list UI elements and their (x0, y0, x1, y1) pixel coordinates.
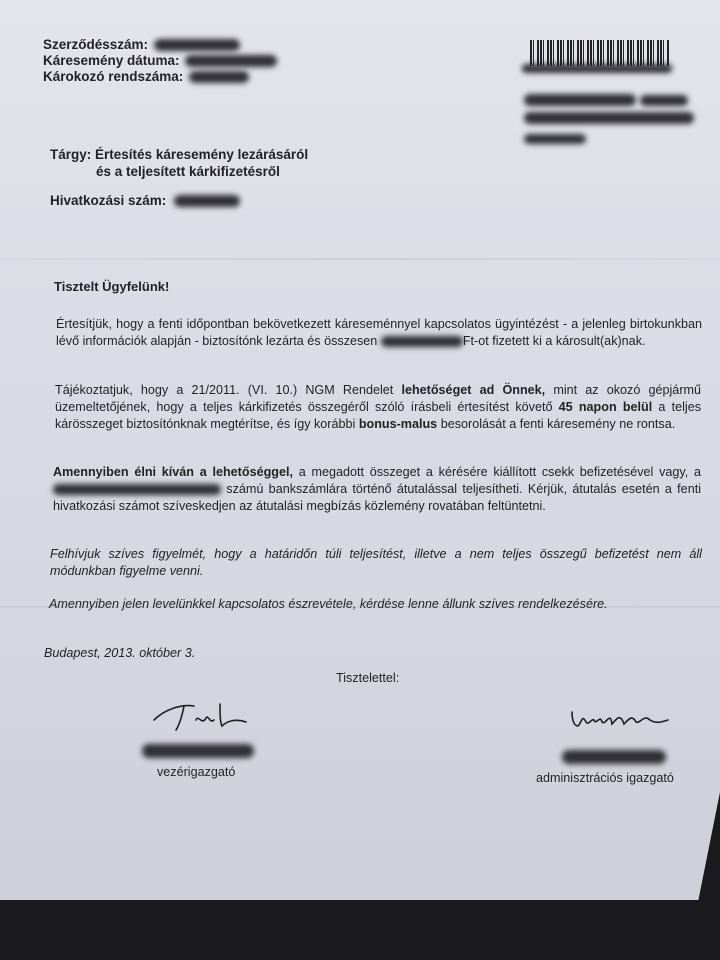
redacted-ceo-name (142, 744, 254, 758)
plate-number-label: Károkozó rendszáma: (43, 69, 184, 84)
barcode (530, 40, 670, 66)
recipient-address-redacted (524, 94, 720, 148)
paragraph-settlement-notice: Értesítjük, hogy a fenti időpontban bekövetkezett káreseménnyel kapcsolatos ügyintézést - a jelenleg birtokunkban lévő információk alapján - biztosítónk lezárta és összesen Ft-ot fizetett ki a károsult(ak)nak. (56, 317, 702, 348)
greeting: Tisztelt Ügyfelünk! (54, 279, 170, 294)
header-block (43, 37, 277, 85)
ceo-title: vezérigazgató (157, 765, 236, 779)
redacted-admin-director-name (562, 750, 666, 764)
paper-fold-line (0, 258, 720, 260)
reference-row (50, 192, 240, 209)
contract-number-row (43, 37, 277, 53)
ceo-signature (150, 696, 260, 736)
reference-label: Hivatkozási szám: (50, 193, 167, 208)
redacted-bank-account (53, 484, 221, 495)
event-date-label: Káresemény dátuma: (43, 53, 180, 68)
subject-label: Tárgy: (50, 147, 92, 162)
redacted-event-date (185, 55, 277, 67)
paragraph-deadline-warning: Felhívjuk szíves figyelmét, hogy a határidőn túli teljesítést, illetve a nem teljes összegű befizetést nem áll módunkban figyelme venni. (50, 547, 702, 578)
event-date-row (43, 53, 277, 69)
redacted-amount (381, 336, 463, 347)
redacted-contract-number (154, 39, 240, 51)
contract-number-label: Szerződésszám: (43, 37, 149, 52)
place-and-date: Budapest, 2013. október 3. (44, 646, 196, 660)
admin-director-signature (568, 700, 678, 736)
redacted-barcode-number (522, 64, 672, 73)
admin-director-title: adminisztrációs igazgató (536, 771, 674, 785)
plate-number-row (43, 69, 277, 85)
closing-greeting: Tisztelettel: (336, 671, 400, 685)
paragraph-regulation-info: Tájékoztatjuk, hogy a 21/2011. (VI. 10.) NGM Rendelet lehetőséget ad Önnek, mint az okozó gépjármű üzemeltetőjének, hogy a teljes kárkifizetés összegéről szóló írásbeli értesítést követő 45 napon belül a teljes kárösszeget biztosítónknak megtérítse, és így korábbi bonus-malus besorolását a fenti káresemény ne rontsa. (55, 383, 702, 431)
subject-block (50, 146, 308, 163)
subject-line-1: Értesítés káresemény lezárásáról (95, 147, 309, 162)
paragraph-contact: Amennyiben jelen levelünkkel kapcsolatos észrevétele, kérdése lenne állunk szíves rendelkezésére. (49, 597, 608, 611)
subject-line-2: és a teljesített kárkifizetésről (96, 164, 280, 179)
redacted-reference-number (174, 195, 240, 207)
redacted-plate-number (189, 71, 249, 83)
paragraph-payment-options: Amennyiben élni kíván a lehetőséggel, a megadott összeget a kérésére kiállított csekk befizetésével vagy, a számú bankszámlára történő átutalással teljesítheti. Kérjük, átutalás esetén a fenti hivatkozási számot szíveskedjen az átutalási megbízás közlemény rovatában feltüntetni. (53, 465, 701, 513)
